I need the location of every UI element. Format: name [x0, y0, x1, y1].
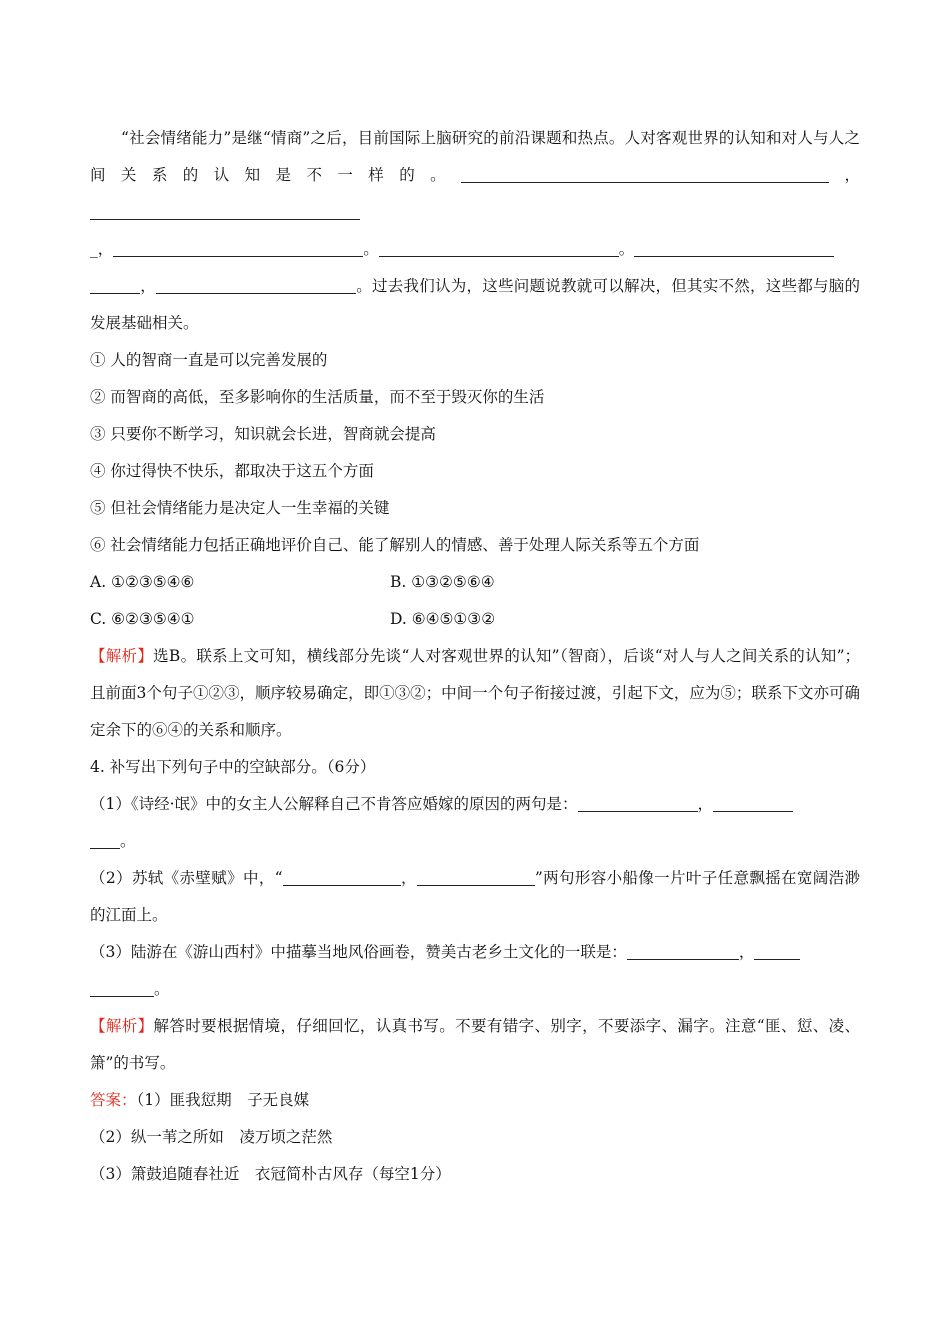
option-b: B. ①③②⑤⑥④	[390, 573, 495, 591]
answer-blank	[90, 199, 360, 220]
answer-blank	[461, 162, 829, 183]
sentence-item: ③ 只要你不断学习，知识就会长进，智商就会提高	[90, 425, 436, 443]
question-item-1	[90, 786, 860, 860]
document-page	[90, 120, 860, 1193]
passage-text: “社会情绪能力”是继“情商”之后，目前国际上脑研究的前沿课题和热点。人对客观世界的认知和对人与人之间关系的认知是不一样的。	[90, 129, 860, 184]
analysis-label: 【解析】	[90, 647, 154, 665]
punctuation: 。	[120, 832, 136, 850]
option-c: C. ⑥②③⑤④①	[90, 610, 195, 628]
question-text: （3）陆游在《游山西村》中描摹当地风俗画卷，赞美古老乡土文化的一联是：	[90, 943, 627, 961]
punctuation: 。	[154, 980, 170, 998]
option-d: D. ⑥④⑤①③②	[390, 610, 496, 628]
answer-text: （1）匪我愆期 子无良媒	[136, 1091, 310, 1109]
answer-label: 答案：	[90, 1091, 137, 1109]
punctuation: ，	[140, 277, 156, 295]
answer-blank	[113, 236, 363, 257]
answer-blank	[634, 236, 834, 257]
answer-blank	[90, 976, 154, 997]
question-text: （1）《诗经·氓》中的女主人公解释自己不肯答应婚嫁的原因的两句是：	[90, 795, 578, 813]
passage-paragraph	[90, 120, 860, 342]
question-text: （2）苏轼《赤壁赋》中，“	[90, 869, 283, 887]
analysis-label: 【解析】	[90, 1017, 154, 1035]
analysis-text: 解答时要根据情境，仔细回忆，认真书写。不要有错字、别字，不要添字、漏字。注意“匪、愆、凌、箫”的书写。	[90, 1017, 860, 1072]
sentence-item: ⑤ 但社会情绪能力是决定人一生幸福的关键	[90, 499, 390, 517]
answer-line	[90, 1082, 860, 1119]
question-title: 4. 补写出下列句子中的空缺部分。（6分）	[90, 758, 376, 776]
answer-blank	[90, 828, 120, 849]
punctuation: 。	[363, 240, 379, 258]
answer-line: （3）箫鼓追随春社近 衣冠简朴古风存（每空1分）	[90, 1165, 451, 1183]
answer-blank	[90, 273, 140, 294]
sentence-item: ① 人的智商一直是可以完善发展的	[90, 351, 328, 369]
answer-blank	[627, 939, 739, 960]
punctuation: ，	[400, 869, 417, 887]
punctuation: 。	[618, 240, 635, 258]
sentence-item: ④ 你过得快不快乐，都取决于这五个方面	[90, 462, 374, 480]
options-row	[90, 601, 860, 638]
punctuation: ，	[697, 795, 714, 813]
answer-blank	[417, 865, 535, 886]
passage-text: 。过去我们认为，这些问题说教就可以解决，但其实不然，这些都与脑的发展基础相关。	[90, 277, 860, 332]
answer-blank	[379, 236, 619, 257]
punctuation: ，	[738, 943, 755, 961]
sentence-item: ② 而智商的高低，至多影响你的生活质量，而不至于毁灭你的生活	[90, 388, 545, 406]
option-a: A. ①②③⑤④⑥	[90, 573, 195, 591]
question-item-3	[90, 934, 860, 1008]
answer-blank	[754, 939, 800, 960]
question-text: ”两句形容小船像一片叶子任意飘摇在宽阔浩渺的江面上。	[90, 869, 860, 924]
analysis-paragraph	[90, 1008, 860, 1082]
answer-blank	[713, 791, 793, 812]
analysis-text: 选B。联系上文可知，横线部分先谈“人对客观世界的认知”（智商），后谈“对人与人之间关系的认知”；且前面3个句子①②③，顺序较易确定，即①③②；中间一个句子衔接过渡，引起下文，应为⑤；联系下文亦可确定余下的⑥④的关系和顺序。	[90, 647, 860, 739]
punctuation: ，	[829, 166, 860, 184]
analysis-paragraph	[90, 638, 860, 749]
answer-blank	[156, 273, 356, 294]
punctuation: _，	[90, 240, 114, 258]
question-item-2	[90, 860, 860, 934]
answer-line: （2）纵一苇之所如 凌万顷之茫然	[90, 1128, 333, 1146]
options-row	[90, 564, 860, 601]
sentence-item: ⑥ 社会情绪能力包括正确地评价自己、能了解别人的情感、善于处理人际关系等五个方面	[90, 536, 700, 554]
answer-blank	[578, 791, 698, 812]
answer-blank	[283, 865, 401, 886]
